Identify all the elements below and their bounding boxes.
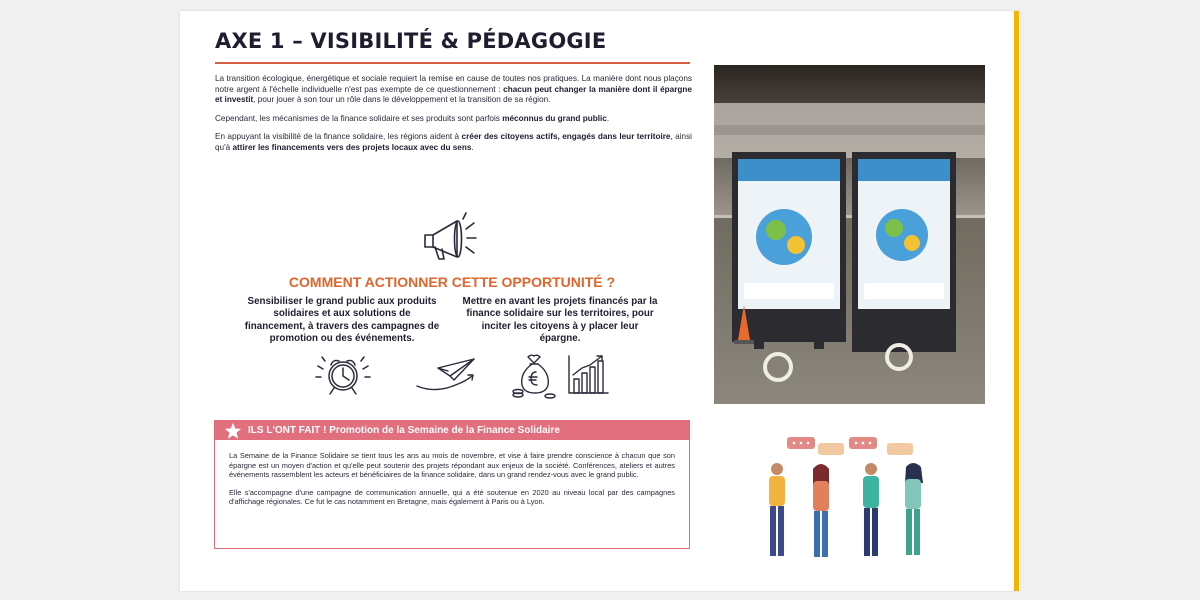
case-study-paragraph-2: Elle s'accompagne d'une campagne de communication annuelle, qui a été soutenue en 2020 au niveau local par des campagnes d'affichage régionales. Ce fut le cas notamment en Bretagne, mais également à Paris ou à Lyon. (229, 487, 675, 507)
case-study-body (215, 440, 689, 507)
opportunity-column-awareness: Sensibiliser le grand public aux produits solidaires et aux solutions de financement, à travers des campagnes de promotion ou des événements. (244, 296, 440, 344)
speech-bubbles (787, 437, 913, 455)
bar-chart-icon (566, 353, 610, 397)
case-study-box (214, 420, 690, 549)
poster-photo (714, 65, 985, 404)
person-1 (769, 463, 785, 556)
case-study-paragraph-1: La Semaine de la Finance Solidaire se tient tous les ans au mois de novembre, et vise à faire prendre conscience à chacun que son épargne est un moyen d'action et qu'elle peut soutenir des projets répondant aux enjeux de la société. Conférences, ateliers et autres événements rassemblent les acteurs et bénéficiaires de la finance solidaire, dans un grand rendez-vous avec le grand public. (229, 451, 675, 480)
money-bag-icon (510, 351, 558, 401)
intro-paragraph-2: Cependant, les mécanismes de la finance solidaire et ses produits sont parfois méconnus du grand public. (215, 113, 610, 123)
intro-paragraph-3: En appuyant la visibilité de la finance solidaire, les régions aident à créer des citoyens actifs, engagés dans leur territoire, ainsi qu'à attirer les financements vers des projets locaux avec du sens. (215, 132, 692, 152)
opportunity-column-projects: Mettre en avant les projets financés par la finance solidaire sur les territoires, pour inciter les citoyens à y placer leur épargne. (462, 296, 658, 344)
star-icon (224, 422, 242, 440)
opportunity-heading: COMMENT ACTIONNER CETTE OPPORTUNITÉ ? (288, 274, 616, 290)
case-study-header (215, 421, 689, 440)
paper-plane-icon (414, 354, 482, 396)
page-title: AXE 1 – VISIBILITÉ & PÉDAGOGIE (215, 29, 607, 53)
case-study-title: ILS L'ONT FAIT ! Promotion de la Semaine de la Finance Solidaire (248, 425, 560, 436)
poster-photo-illustration (714, 65, 985, 404)
person-4 (905, 463, 923, 555)
person-2 (813, 464, 829, 557)
document-page (180, 11, 1020, 591)
title-underline (215, 62, 690, 64)
person-3 (863, 463, 879, 556)
page-edge-accent (1014, 11, 1019, 591)
people-discussing-illustration (763, 431, 943, 566)
intro-text (215, 74, 692, 161)
alarm-clock-icon (315, 349, 371, 399)
megaphone-icon (419, 207, 479, 265)
intro-paragraph-1: La transition écologique, énergétique et sociale requiert la remise en cause de toutes nos pratiques. La manière dont nous plaçons notre argent à l'échelle individuelle n'est pas exempte de ce questionnement : chacun peut changer la manière dont il épargne et investit, pour jouer à son tour un rôle dans le développement et la transition de sa région. (215, 74, 692, 104)
